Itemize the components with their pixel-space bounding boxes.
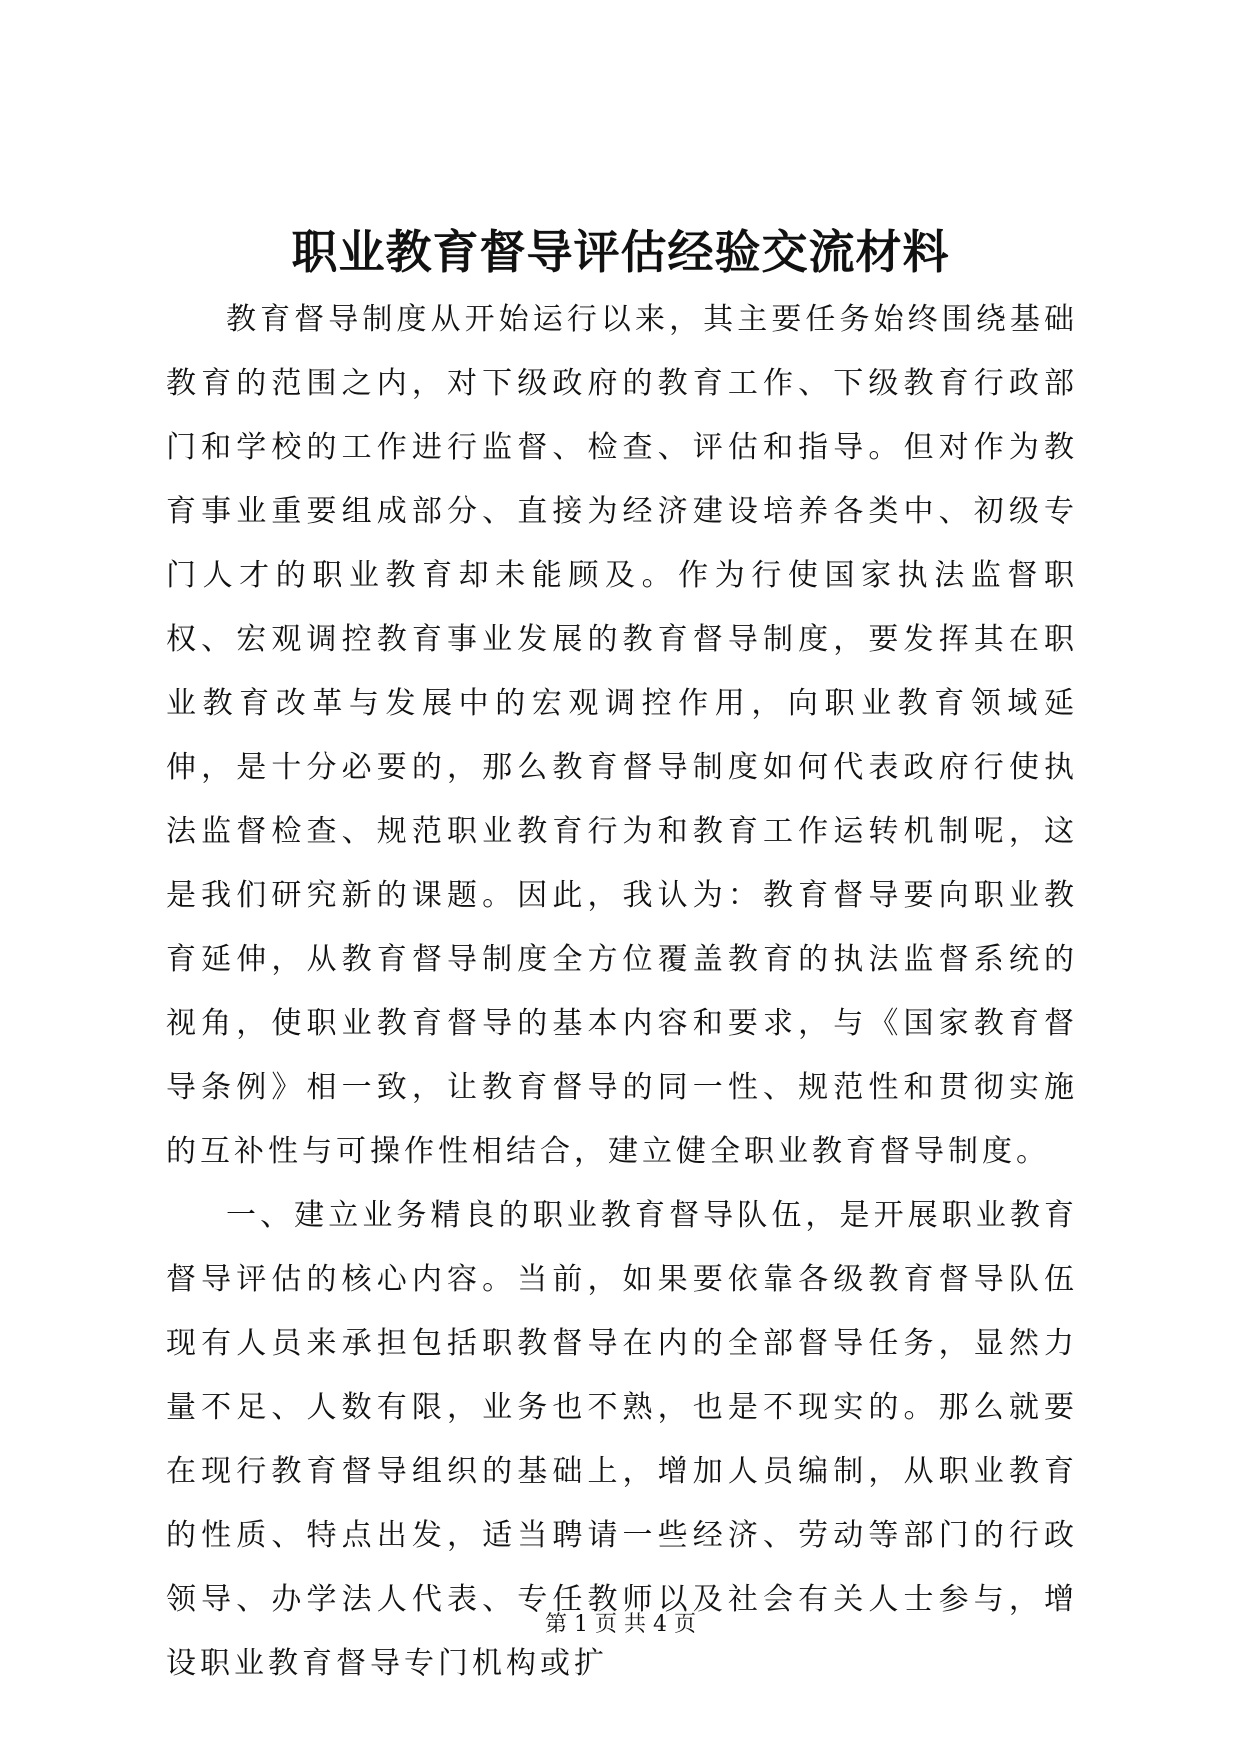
page-footer: 第 1 页 共 4 页: [545, 1612, 696, 1637]
paragraph-intro: 教育督导制度从开始运行以来，其主要任务始终围绕基础教育的范围之内，对下级政府的教育工作、下级教育行政部门和学校的工作进行监督、检查、评估和指导。但对作为教育事业重要组成部分、直接为经济建设培养各类中、初级专门人才的职业教育却未能顾及。作为行使国家执法监督职权、宏观调控教育事业发展的教育督导制度，要发挥其在职业教育改革与发展中的宏观调控作用，向职业教育领域延伸，是十分必要的，那么教育督导制度如何代表政府行使执法监督检查、规范职业教育行为和教育工作运转机制呢，这是我们研究新的课题。因此，我认为：教育督导要向职业教育延伸，从教育督导制度全方位覆盖教育的执法监督系统的视角，使职业教育督导的基本内容和要求，与《国家教育督导条例》相一致，让教育督导的同一性、规范性和贯彻实施的互补性与可操作性相结合，建立健全职业教育督导制度。: [166, 302, 1078, 1169]
document-body: [166, 288, 1078, 1696]
paragraph-section-1: 一、建立业务精良的职业教育督导队伍，是开展职业教育督导评估的核心内容。当前，如果要依靠各级教育督导队伍现有人员来承担包括职教督导在内的全部督导任务，显然力量不足、人数有限，业务也不熟，也是不现实的。那么就要在现行教育督导组织的基础上，增加人员编制，从职业教育的性质、特点出发，适当聘请一些经济、劳动等部门的行政领导、办学法人代表、专任教师以及社会有关人士参与，增设职业教育督导专门机构或扩: [166, 1198, 1078, 1681]
document-title: 职业教育督导评估经验交流材料: [291, 225, 950, 279]
